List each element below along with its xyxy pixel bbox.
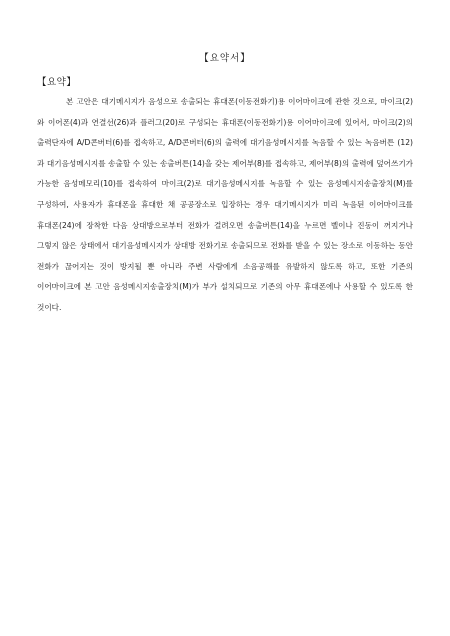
abstract-heading: 【요약】	[37, 77, 77, 88]
document-title: 【요약서】	[199, 53, 251, 64]
abstract-paragraph: 본 고안은 대기메시지가 음성으로 송출되는 휴대폰(이동전화기)용 이어마이크에 관한 것으로, 마이크(2)와 이어폰(4)과 연결선(26)과 플러그(20)로 구성되는 휴대폰(이동전화기)용 이어마이크에 있어서, 마이크(2)의 출력단자에 A/D콘버터(6)를 접속하고, A/D콘버터(6)의 출력에 대기음성메시지를 녹음할 수 있는 녹음버튼 (12)과 대기음성메시지를 송출할 수 있는 송출버튼(14)을 갖는 제어부(8)를 접속하고, 제어부(8)의 출력에 덮어쓰기가 가능한 음성메모리(10)를 접속하여 마이크(2)로 대기음성메시지를 녹음할 수 있는 음성메시지송출장치(M)를 구성하여, 사용자가 휴대폰을 휴대한 채 공공장소로 입장하는 경우 대기메시지가 미리 녹음된 이어마이크를 휴대폰(24)에 장착한 다음 상대방으로부터 전화가 걸려오면 송출버튼(14)을 누르면 벨이나 진동이 꺼지거나 그렇지 않은 상태에서 대기음성메시지가 상대방 전화기로 송출되므로 전화를 받을 수 있는 장소로 이동하는 동안 전화가 끊어지는 것이 방지될 뿐 아니라 주변 사람에게 소음공해를 유발하지 않도록 하고, 또한 기존의 이어마이크에 본 고안 음성메시지송출장치(M)가 부가 설치되므로 기존의 아무 휴대폰에나 사용할 수 있도록 한 것이다.	[37, 97, 413, 312]
